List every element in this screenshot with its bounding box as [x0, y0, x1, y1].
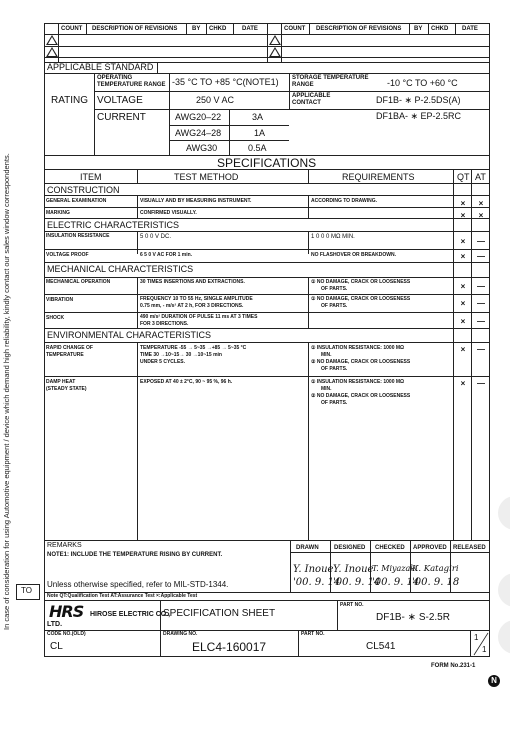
part-no-label: PART NO. — [340, 602, 364, 608]
signature-designed: Y. Inoue — [333, 564, 374, 575]
row-method: VISUALLY AND BY MEASURING INSTRUMENT. — [140, 198, 252, 204]
form-number: FORM No.231-1 — [431, 663, 476, 669]
rev-col-date-2: DATE — [462, 26, 478, 32]
row-method: CONFIRMED VISUALLY. — [140, 210, 197, 216]
rev-col-description-2: DESCRIPTION OF REVISIONS — [316, 26, 402, 32]
signature-approved: K. Katagiri — [412, 564, 459, 574]
section-mechanical: MECHANICAL CHARACTERISTICS — [47, 264, 194, 274]
qt-mark: × — [460, 282, 466, 291]
sheet-number: 1 — [474, 633, 479, 642]
part-no2-value: CL541 — [366, 641, 396, 652]
company-name: HIROSE ELECTRIC CO., — [90, 611, 171, 618]
at-mark: × — [478, 199, 484, 208]
row-requirement: OF PARTS. — [321, 303, 348, 309]
drawing-no-value: ELC4-160017 — [192, 640, 267, 654]
row-requirement: ACCORDING TO DRAWING. — [311, 198, 378, 204]
approval-col-released: RELEASED — [453, 545, 486, 551]
row-requirement: ① INSULATION RESISTANCE: 1000 MΩ — [311, 379, 405, 385]
part-no-value: DF1B- ∗ S-2.5R — [376, 612, 450, 623]
revision-triangle-icon — [269, 35, 281, 45]
voltage-value: 250 V AC — [196, 95, 235, 105]
at-mark: — — [477, 237, 485, 246]
row-item: MARKING — [46, 210, 70, 216]
current-label: CURRENT — [97, 112, 146, 123]
current-awg-1: AWG20–22 — [175, 112, 222, 122]
current-amps-1: 3A — [252, 112, 264, 122]
rev-col-date: DATE — [242, 26, 258, 32]
row-method: EXPOSED AT 40 ± 2°C, 90 ~ 95 %, 96 h. — [140, 379, 233, 385]
code-no-label: CODE NO.(OLD) — [47, 631, 86, 637]
applicable-contact-label: APPLICABLE CONTACT — [292, 93, 331, 106]
revision-triangle-icon — [46, 47, 58, 57]
at-mark: — — [477, 252, 485, 261]
rev-col-chkd-2: CHKD — [431, 26, 449, 32]
row-requirement: OF PARTS. — [321, 366, 348, 372]
signature-drawn: Y. Inoue — [293, 564, 334, 575]
qt-mark: × — [460, 252, 466, 261]
at-mark: × — [478, 211, 484, 220]
col-at: AT — [475, 172, 486, 182]
rev-col-description: DESCRIPTION OF REVISIONS — [92, 26, 178, 32]
drawing-no-label: DRAWING NO. — [163, 631, 198, 637]
sheet-fraction-slash — [471, 631, 490, 657]
col-item: ITEM — [80, 172, 102, 182]
row-requirement: ① NO DAMAGE, CRACK OR LOOSENESS — [311, 279, 411, 285]
rev-col-by-2: BY — [414, 26, 423, 32]
company-ltd: LTD. — [47, 621, 63, 628]
row-method: 6 5 0 V AC FOR 1 min. — [140, 252, 193, 258]
rating-label: RATING — [51, 95, 89, 106]
signature-date-approved: '00. 9. 18 — [412, 577, 460, 588]
row-method: UNDER 5 CYCLES. — [140, 359, 186, 365]
storage-temp-label: STORAGE TEMPERATURE RANGE — [292, 75, 369, 88]
signature-date-checked: '00. 9. 14 — [372, 577, 420, 588]
approval-col-designed: DESIGNED — [334, 545, 366, 551]
row-requirement: OF PARTS. — [321, 286, 348, 292]
row-item: INSULATION RESISTANCE — [46, 233, 110, 239]
rev-col-chkd: CHKD — [209, 26, 227, 32]
sheet-total: 1 — [482, 645, 487, 654]
decorative-circle — [498, 496, 510, 530]
circle-logo-icon: N — [488, 675, 500, 687]
revision-triangle-icon — [46, 35, 58, 45]
decorative-circle — [498, 620, 510, 654]
current-amps-2: 1A — [254, 128, 266, 138]
signature-date-drawn: '00. 9. 14 — [293, 577, 341, 588]
rev-col-count: COUNT — [61, 26, 83, 32]
at-mark: — — [477, 379, 485, 388]
qt-mark: × — [460, 237, 466, 246]
signature-checked: T. Miyazaki — [372, 564, 418, 573]
row-item: DAMP HEAT — [46, 379, 76, 385]
current-awg-3: AWG30 — [186, 143, 218, 153]
current-awg-2: AWG24–28 — [175, 128, 222, 138]
row-method: 0.75 mm, - m/s² AT 2 h, FOR 3 DIRECTIONS. — [140, 303, 244, 309]
remarks-note1: NOTE1: INCLUDE THE TEMPERATURE RISING BY CURRENT. — [47, 552, 223, 558]
row-requirement: MIN. — [321, 352, 332, 358]
sheet-title: SPECIFICATION SHEET — [163, 608, 276, 619]
qt-mark: × — [460, 317, 466, 326]
row-requirement: OF PARTS. — [321, 400, 348, 406]
signature-date-designed: '00. 9. 14 — [333, 577, 381, 588]
row-item: (STEADY STATE) — [46, 386, 87, 392]
row-method: 30 TIMES INSERTIONS AND EXTRACTIONS. — [140, 279, 245, 285]
col-test-method: TEST METHOD — [174, 172, 239, 182]
qt-mark: × — [460, 211, 466, 220]
to-label: TO — [21, 586, 32, 595]
approval-col-checked: CHECKED — [375, 545, 405, 551]
row-method: 490 m/s² DURATION OF PULSE 11 ms AT 3 TIMES — [140, 314, 258, 320]
code-no-value: CL — [50, 641, 63, 652]
rev-col-count-2: COUNT — [284, 26, 306, 32]
row-item: RAPID CHANGE OF — [46, 345, 93, 351]
row-method: FOR 3 DIRECTIONS. — [140, 321, 189, 327]
applicable-standard: APPLICABLE STANDARD — [47, 62, 154, 72]
specifications-title: SPECIFICATIONS — [217, 156, 317, 170]
row-requirement: ② NO DAMAGE, CRACK OR LOOSENESS — [311, 393, 411, 399]
row-item: VOLTAGE PROOF — [46, 252, 89, 258]
row-item: TEMPERATURE — [46, 352, 84, 358]
at-mark: — — [477, 282, 485, 291]
row-requirement: ① NO DAMAGE, CRACK OR LOOSENESS — [311, 296, 411, 302]
operating-temp-label: OPERATING TEMPERATURE RANGE — [97, 75, 166, 88]
qt-mark: × — [460, 199, 466, 208]
row-item: SHOCK — [46, 315, 65, 321]
qt-mark: × — [460, 345, 466, 354]
revision-triangle-icon — [269, 47, 281, 57]
test-legend: Note QT:Qualification Test AT:Assurance Test ×:Applicable Test — [47, 593, 198, 599]
voltage-label: VOLTAGE — [97, 95, 143, 106]
row-method: TIME 30 →10~15→ 30 →10~15 min — [140, 352, 222, 358]
row-method: 5 0 0 V DC. — [140, 234, 172, 240]
applicable-contact-1: DF1B- ∗ P-2.5DS(A) — [376, 95, 461, 105]
at-mark: — — [477, 317, 485, 326]
qt-mark: × — [460, 379, 466, 388]
section-electric: ELECTRIC CHARACTERISTICS — [47, 220, 180, 230]
row-item: GENERAL EXAMINATION — [46, 198, 107, 204]
row-requirement: ① INSULATION RESISTANCE: 1000 MΩ — [311, 345, 405, 351]
hrs-logo: HRS — [49, 602, 84, 621]
side-note: In case of consideration for using Automotive equipment / device which demand high reliability, kindly contact our sales window correspondents. — [2, 153, 11, 630]
row-item: MECHANICAL OPERATION — [46, 279, 111, 285]
col-requirements: REQUIREMENTS — [342, 172, 415, 182]
approval-col-approved: APPROVED — [413, 545, 447, 551]
operating-temp-value: -35 °C TO +85 °C(NOTE1) — [172, 77, 279, 87]
row-method: FREQUENCY 10 TO 55 Hz, SINGLE AMPLITUDE — [140, 296, 253, 302]
at-mark: — — [477, 299, 485, 308]
row-requirement: 1 0 0 0 MΩ MIN. — [311, 234, 355, 240]
rev-col-by: BY — [192, 26, 201, 32]
section-environmental: ENVIRONMENTAL CHARACTERISTICS — [47, 330, 212, 340]
row-requirement: MIN. — [321, 386, 332, 392]
remarks-label: REMARKS — [47, 542, 82, 549]
at-mark: — — [477, 345, 485, 354]
section-construction: CONSTRUCTION — [47, 185, 120, 195]
row-requirement: NO FLASHOVER OR BREAKDOWN. — [311, 252, 396, 258]
storage-temp-value: -10 °C TO +60 °C — [387, 78, 458, 88]
approval-col-drawn: DRAWN — [296, 545, 319, 551]
applicable-contact-2: DF1BA- ∗ EP-2.5RC — [376, 111, 462, 121]
part-no2-label: PART NO. — [301, 631, 325, 637]
row-requirement: ② NO DAMAGE, CRACK OR LOOSENESS — [311, 359, 411, 365]
row-method: TEMPERATURE -55 → 5~35 →+85 → 5~35 °C — [140, 345, 247, 351]
decorative-circle — [498, 573, 510, 607]
row-item: VIBRATION — [46, 297, 74, 303]
remarks-unless: Unless otherwise specified, refer to MIL-STD-1344. — [47, 580, 229, 589]
col-qt: QT — [457, 172, 470, 182]
current-amps-3: 0.5A — [248, 143, 267, 153]
qt-mark: × — [460, 299, 466, 308]
